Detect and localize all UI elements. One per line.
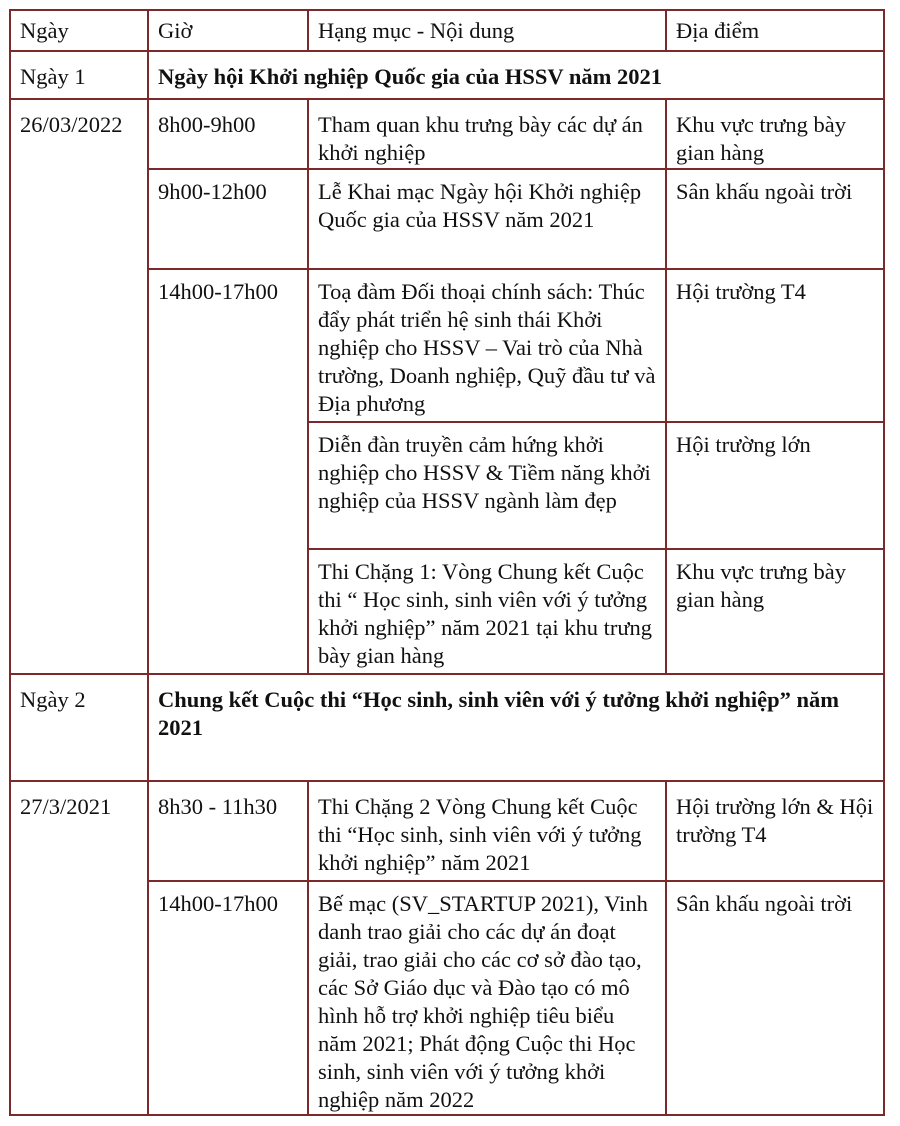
location-cell: Khu vực trưng bày gian hàng	[666, 99, 884, 169]
content-cell: Toạ đàm Đối thoại chính sách: Thúc đẩy phát triển hệ sinh thái Khởi nghiệp cho HSSV – Vai trò của Nhà trường, Doanh nghiệp, Quỹ đầu tư và Địa phương	[308, 269, 666, 422]
content-cell: Bế mạc (SV_STARTUP 2021), Vinh danh trao giải cho các dự án đoạt giải, trao giải cho các cơ sở đào tạo, các Sở Giáo dục và Đào tạo có mô hình hỗ trợ khởi nghiệp tiêu biểu năm 2021; Phát động Cuộc thi Học sinh, sinh viên với ý tưởng khởi nghiệp năm 2022	[308, 881, 666, 1115]
header-day: Ngày	[10, 10, 148, 51]
day2-title-row	[10, 674, 884, 781]
content-cell: Tham quan khu trưng bày các dự án khởi nghiệp	[308, 99, 666, 169]
day1-title-row	[10, 51, 884, 99]
day2-date: 27/3/2021	[10, 781, 148, 1115]
schedule-table	[9, 9, 885, 1116]
location-cell: Khu vực trưng bày gian hàng	[666, 549, 884, 674]
time-cell: 8h00-9h00	[148, 99, 308, 169]
day2-label: Ngày 2	[10, 674, 148, 781]
content-cell: Diễn đàn truyền cảm hứng khởi nghiệp cho HSSV & Tiềm năng khởi nghiệp của HSSV ngành làm đẹp	[308, 422, 666, 549]
header-location: Địa điểm	[666, 10, 884, 51]
location-cell: Hội trường lớn & Hội trường T4	[666, 781, 884, 881]
content-cell: Lễ Khai mạc Ngày hội Khởi nghiệp Quốc gia của HSSV năm 2021	[308, 169, 666, 269]
content-cell: Thi Chặng 1: Vòng Chung kết Cuộc thi “ Học sinh, sinh viên với ý tưởng khởi nghiệp” năm 2021 tại khu trưng bày gian hàng	[308, 549, 666, 674]
day1-date: 26/03/2022	[10, 99, 148, 674]
time-cell: 9h00-12h00	[148, 169, 308, 269]
table-row	[10, 781, 884, 881]
location-cell: Sân khấu ngoài trời	[666, 881, 884, 1115]
table-row	[10, 99, 884, 169]
day2-title: Chung kết Cuộc thi “Học sinh, sinh viên với ý tưởng khởi nghiệp” năm 2021	[148, 674, 884, 781]
header-content: Hạng mục - Nội dung	[308, 10, 666, 51]
day1-label: Ngày 1	[10, 51, 148, 99]
location-cell: Sân khấu ngoài trời	[666, 169, 884, 269]
time-cell: 14h00-17h00	[148, 881, 308, 1115]
header-time: Giờ	[148, 10, 308, 51]
time-cell: 14h00-17h00	[148, 269, 308, 674]
header-row	[10, 10, 884, 51]
location-cell: Hội trường lớn	[666, 422, 884, 549]
day1-title: Ngày hội Khởi nghiệp Quốc gia của HSSV năm 2021	[148, 51, 884, 99]
location-cell: Hội trường T4	[666, 269, 884, 422]
time-cell: 8h30 - 11h30	[148, 781, 308, 881]
content-cell: Thi Chặng 2 Vòng Chung kết Cuộc thi “Học sinh, sinh viên với ý tưởng khởi nghiệp” năm 2021	[308, 781, 666, 881]
